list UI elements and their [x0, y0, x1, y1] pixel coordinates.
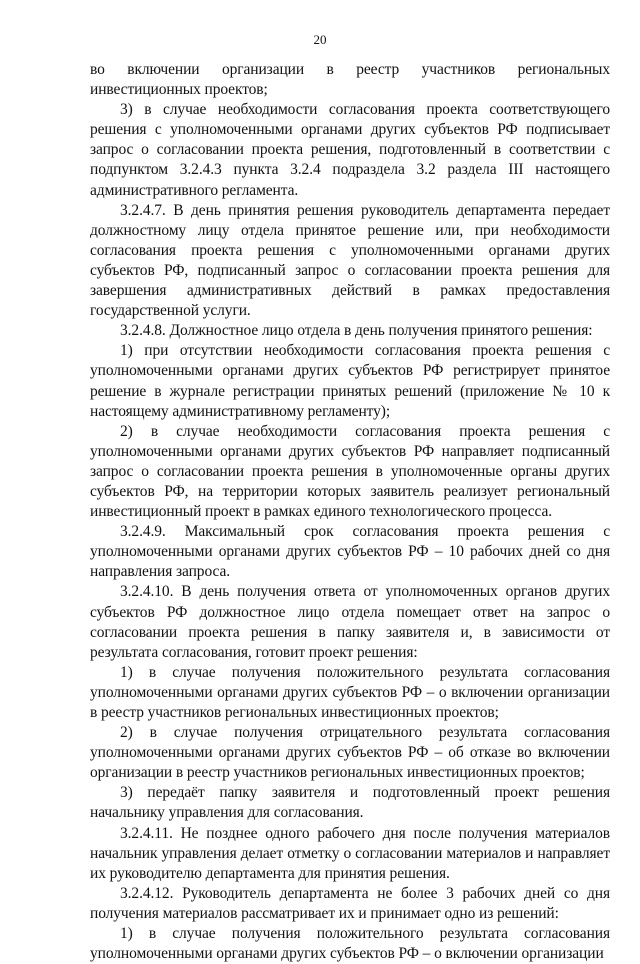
paragraph: 1) в случае получения положительного результата согласования уполномоченными органами других субъектов РФ – о включении организации в реестр участников региональных инвестиционных проектов; — [90, 663, 610, 721]
paragraph: 1) при отсутствии необходимости согласования проекта решения с уполномоченными органами других субъектов РФ регистрирует принятое решение в журнале регистрации принятых решений (приложение № 10 к настоящему административному регламенту); — [90, 342, 610, 420]
paragraph: 2) в случае получения отрицательного результата согласования уполномоченными органами других субъектов РФ – об отказе во включении организации в реестр участников региональных инвестиционных проектов; — [90, 724, 610, 782]
paragraph: 3.2.4.11. Не позднее одного рабочего дня после получения материалов начальник управления делает отметку о согласовании материалов и направляет их руководителю департамента для принятия решения. — [90, 824, 610, 882]
paragraph: 3.2.4.12. Руководитель департамента не более 3 рабочих дней со дня получения материалов рассматривает их и принимает одно из решений: — [90, 884, 610, 922]
paragraph: 3.2.4.7. В день принятия решения руководитель департамента передает должностному лицу отдела принятое решение или, при необходимости согласования проекта решения с уполномоченными органами других субъектов РФ, подписанный запрос о согласовании проекта решения для завершения административных действий в рамках предоставления государственной услуги. — [90, 201, 610, 320]
paragraph: во включении организации в реестр участников региональных инвестиционных проектов; — [90, 61, 610, 99]
paragraph: 3.2.4.8. Должностное лицо отдела в день получения принятого решения: — [120, 322, 593, 340]
paragraph: 2) в случае необходимости согласования проекта решения с уполномоченными органами других субъектов РФ направляет подписанный запрос о согласовании проекта решения в уполномоченные органы других субъектов РФ, на территории которых заявитель реализует региональный инвестиционный проект в рамках единого технологического процесса. — [90, 422, 610, 521]
page-number: 20 — [313, 32, 327, 47]
paragraph: 3.2.4.9. Максимальный срок согласования проекта решения с уполномоченными органами других субъектов РФ – 10 рабочих дней со дня направления запроса. — [90, 523, 610, 581]
paragraph: 3) в случае необходимости согласования проекта соответствующего решения с уполномоченными органами других субъектов РФ подписывает запрос о согласовании проекта решения, подготовленный в соответствии с подпунктом 3.2.4.3 пункта 3.2.4 подраздела 3.2 раздела III настоящего административного регламента. — [90, 101, 610, 199]
paragraph: 3.2.4.10. В день получения ответа от уполномоченных органов других субъектов РФ должностное лицо отдела помещает ответ на запрос о согласовании проекта решения в папку заявителя и, в зависимости от результата согласования, готовит проект решения: — [90, 583, 610, 661]
document-body — [90, 60, 610, 964]
paragraph: 1) в случае получения положительного результата согласования уполномоченными органами других субъектов РФ – о включении организации — [90, 925, 610, 963]
paragraph: 3) передаёт папку заявителя и подготовленный проект решения начальнику управления для согласования. — [90, 784, 610, 822]
